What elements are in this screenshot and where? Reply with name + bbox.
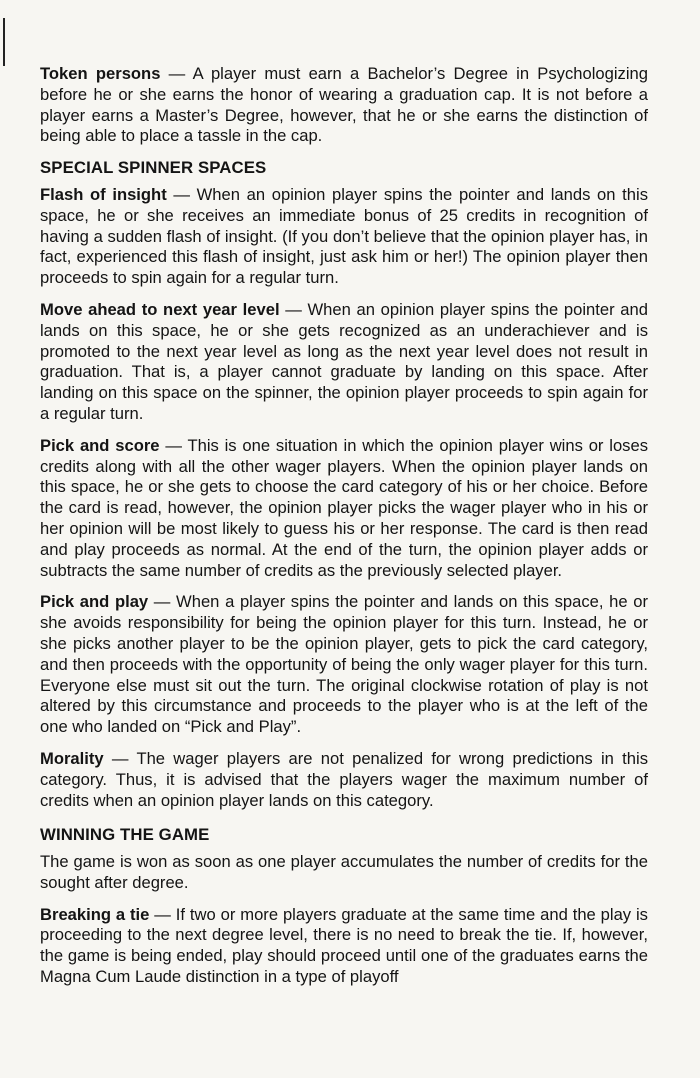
paragraph-body: — When an opinion player spins the pointer and lands on this space, he or she receives an immediate bonus of 25 credits in recognition of having a sudden flash of insight. (If you don’t believe that the opinion player has, in fact, experienced this flash of insight, just ask him or her!) The opinion player then proceeds to spin again for a regular turn. bbox=[40, 184, 648, 288]
document-page bbox=[40, 64, 648, 999]
paragraph-body: — A player must earn a Bachelor’s Degree in Psychologizing before he or she earns the honor of wearing a graduation cap. It is not before a player earns a Master’s Degree, however, that he or she earns the distinction of being able to place a tassle in the cap. bbox=[40, 64, 648, 146]
heading-special-spinner-spaces: SPECIAL SPINNER SPACES bbox=[40, 158, 267, 178]
paragraph-body: — When an opinion player spins the pointer and lands on this space, he or she gets recognized as an underachiever and is promoted to the next year level as long as the next year level does not result in graduation. That is, a player cannot graduate by landing on this space. After landing on this space on the spinner, the opinion player proceeds to spin again for a regular turn. bbox=[40, 299, 648, 423]
term-pick-and-score: Pick and score bbox=[40, 435, 160, 455]
paragraph-move-ahead bbox=[40, 300, 648, 425]
term-flash-of-insight: Flash of insight bbox=[40, 184, 167, 204]
paragraph-breaking-a-tie bbox=[40, 905, 648, 988]
heading-winning-the-game: WINNING THE GAME bbox=[40, 825, 210, 845]
paragraph-winning-rule bbox=[40, 852, 648, 894]
term-morality: Morality bbox=[40, 748, 104, 768]
paragraph-body: The game is won as soon as one player accumulates the number of credits for the sought after degree. bbox=[40, 852, 648, 892]
page-binding-edge bbox=[3, 18, 5, 66]
term-pick-and-play: Pick and play bbox=[40, 592, 149, 612]
paragraph-token-persons bbox=[40, 64, 648, 147]
paragraph-flash-of-insight bbox=[40, 185, 648, 289]
term-breaking-a-tie: Breaking a tie bbox=[40, 904, 150, 924]
paragraph-pick-and-play bbox=[40, 592, 648, 738]
paragraph-morality bbox=[40, 749, 648, 811]
term-move-ahead: Move ahead to next year level bbox=[40, 299, 280, 319]
paragraph-body: — The wager players are not penalized for wrong predictions in this category. Thus, it is advised that the players wager the maximum number of credits when an opinion player lands on this category. bbox=[40, 748, 648, 810]
term-token-persons: Token persons bbox=[40, 64, 161, 83]
paragraph-body: — This is one situation in which the opinion player wins or loses credits along with all the other wager players. When the opinion player lands on this space, he or she gets to choose the card category of his or her choice. Before the card is read, however, the opinion player picks the wager player who in his or her opinion will be most likely to guess his or her response. The card is then read and play proceeds as normal. At the end of the turn, the opinion player adds or subtracts the same number of credits as the previously selected player. bbox=[40, 435, 649, 580]
paragraph-body: — When a player spins the pointer and lands on this space, he or she avoids responsibility for being the opinion player for this turn. Instead, he or she picks another player to be the opinion player, gets to pick the card category, and then proceeds with the opportunity of being the only wager player for this turn. Everyone else must sit out the turn. The original clockwise rotation of play is not altered by this circumstance and proceeds to the player who is at the left of the one who landed on “Pick and Play”. bbox=[40, 592, 648, 737]
paragraph-pick-and-score bbox=[40, 436, 648, 582]
paragraph-body: — If two or more players graduate at the same time and the play is proceeding to the next degree level, there is no need to break the tie. If, however, the game is being ended, play should proceed until one of the graduates earns the Magna Cum Laude distinction in a type of playoff bbox=[40, 904, 648, 987]
